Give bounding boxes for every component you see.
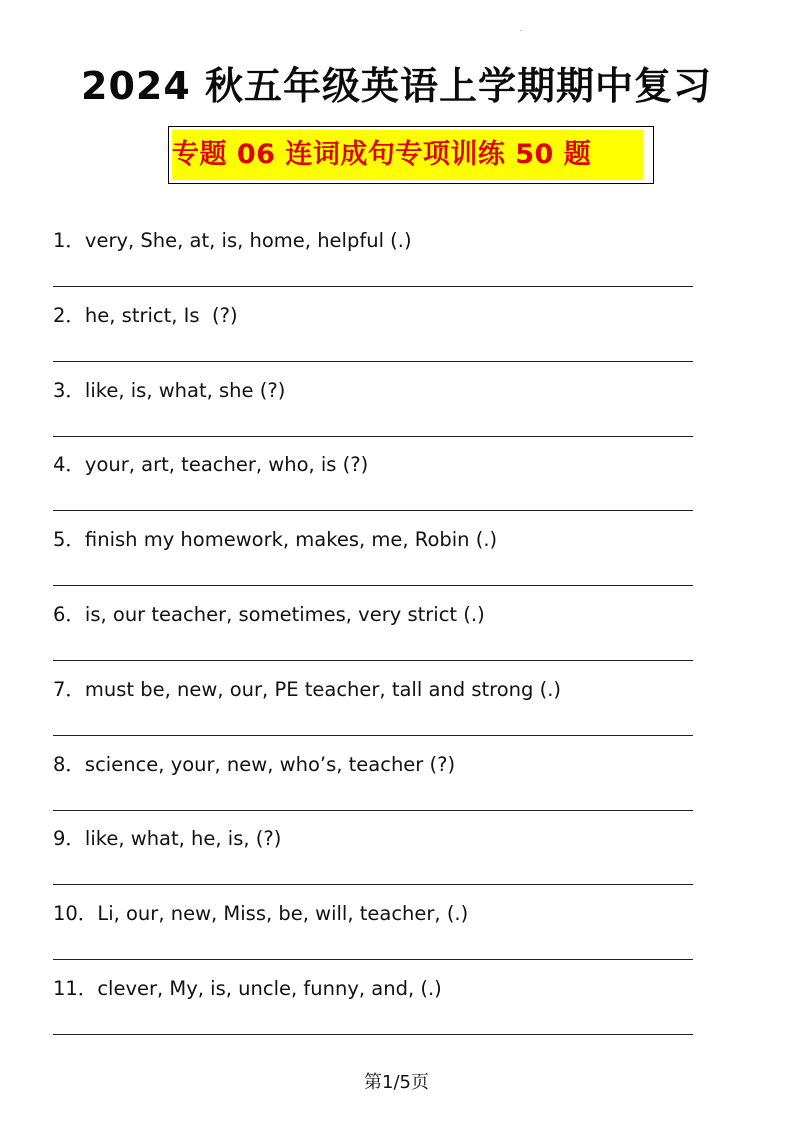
question-text	[53, 525, 497, 555]
question-item	[53, 750, 693, 825]
question-item	[53, 226, 693, 301]
answer-line[interactable]	[53, 660, 693, 661]
question-number: 6．	[53, 603, 85, 626]
question-item	[53, 675, 693, 750]
question-words: like, what, he, is, (?)	[84, 827, 282, 851]
question-words: finish my homework, makes, me, Robin (.)	[84, 528, 498, 552]
answer-line[interactable]	[53, 1034, 693, 1035]
question-text	[53, 301, 238, 331]
question-words: must be, new, our, PE teacher, tall and strong (.)	[84, 677, 562, 701]
question-text	[53, 675, 561, 705]
answer-line[interactable]	[53, 286, 693, 287]
page-number: 第1/5页	[364, 1072, 429, 1093]
answer-line[interactable]	[53, 735, 693, 736]
question-words: very, She, at, is, home, helpful (.)	[84, 229, 412, 252]
answer-line[interactable]	[53, 510, 693, 511]
subtitle: 专题 06 连词成句专项训练 50 题	[172, 139, 592, 170]
answer-line[interactable]	[53, 436, 693, 437]
question-text	[53, 600, 485, 630]
question-item	[53, 974, 693, 1049]
question-item	[53, 824, 693, 899]
question-number: 2．	[53, 303, 85, 327]
question-item	[53, 600, 693, 675]
question-item	[53, 899, 693, 974]
question-text	[53, 824, 281, 854]
answer-line[interactable]	[53, 361, 693, 362]
question-item	[53, 450, 693, 525]
question-item	[53, 525, 693, 600]
question-item	[53, 376, 693, 451]
page-title: 2024 秋五年级英语上学期期中复习	[81, 64, 712, 108]
question-words: he, strict, Is (?)	[84, 303, 238, 327]
question-number: 9．	[53, 827, 85, 851]
question-number: 7．	[53, 677, 85, 701]
question-text	[53, 376, 285, 406]
question-item	[53, 301, 693, 376]
answer-line[interactable]	[53, 884, 693, 885]
question-number: 4．	[53, 453, 85, 477]
question-number: 1．	[53, 229, 85, 252]
question-words: like, is, what, she (?)	[84, 378, 286, 402]
question-text	[53, 974, 442, 1004]
question-number: 8．	[53, 752, 85, 776]
question-number: 11．	[53, 977, 98, 1000]
question-number: 10．	[53, 902, 98, 926]
question-words: science, your, new, who’s, teacher (?)	[84, 752, 456, 776]
question-text	[53, 450, 368, 480]
question-text	[53, 899, 468, 929]
question-number: 3．	[53, 378, 85, 402]
answer-line[interactable]	[53, 959, 693, 960]
question-words: your, art, teacher, who, is (?)	[84, 453, 369, 477]
question-number: 5．	[53, 528, 85, 552]
question-text	[53, 750, 455, 780]
question-words: clever, My, is, uncle, funny, and, (.)	[97, 977, 442, 1000]
answer-line[interactable]	[53, 810, 693, 811]
question-words: is, our teacher, sometimes, very strict (.)	[84, 603, 485, 626]
answer-line[interactable]	[53, 585, 693, 586]
question-text	[53, 226, 412, 256]
question-words: Li, our, new, Miss, be, will, teacher, (.)	[97, 902, 469, 926]
